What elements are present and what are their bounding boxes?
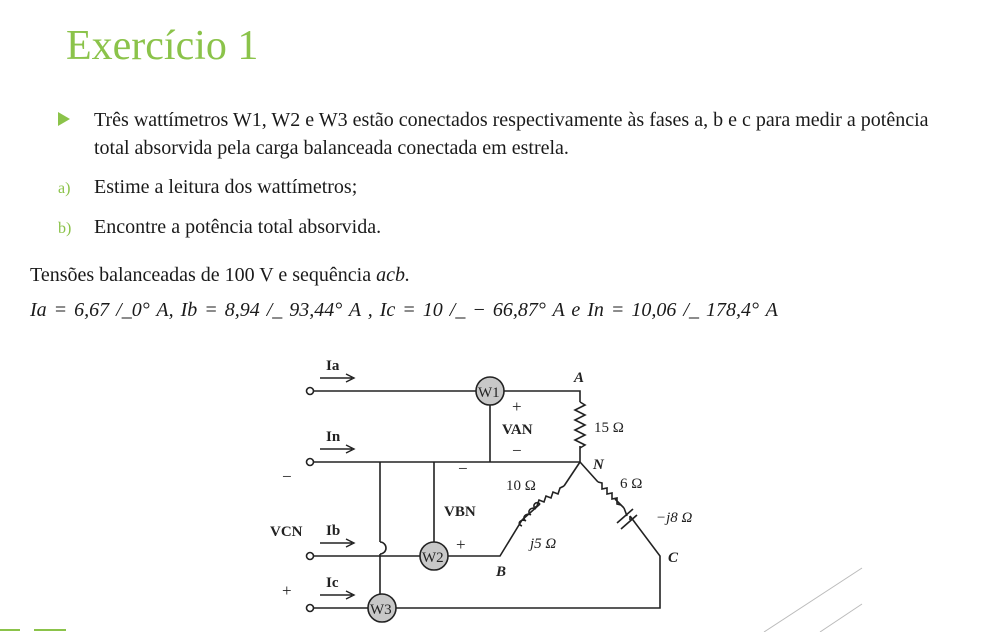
ia-label: Ia xyxy=(326,358,340,374)
list-item-label: b) xyxy=(58,220,72,237)
sequence-text: acb. xyxy=(376,264,410,286)
plus-sign: + xyxy=(282,581,292,600)
w2-label: W2 xyxy=(422,550,444,566)
list-item-label: a) xyxy=(58,180,71,197)
plus-sign: + xyxy=(456,535,466,554)
resistor-15-ohm xyxy=(575,402,585,448)
node-c-label: C xyxy=(668,550,679,566)
capacitor xyxy=(617,508,637,529)
r6-label: 6 Ω xyxy=(620,476,643,492)
ib-label: Ib xyxy=(326,523,341,539)
w1-label: W1 xyxy=(478,385,500,401)
node-n-label: N xyxy=(593,457,604,473)
w3-label: W3 xyxy=(370,602,392,618)
r10-label: 10 Ω xyxy=(506,478,536,494)
list-item-text: Estime a leitura dos wattímetros; xyxy=(94,176,358,198)
decorative-lines xyxy=(764,568,862,632)
current-arrows xyxy=(320,374,354,599)
terminals xyxy=(307,388,314,612)
vbn-label: VBN xyxy=(444,504,476,520)
node-b-label: B xyxy=(496,564,507,580)
ic-label: Ic xyxy=(326,575,339,591)
list-item-text: Encontre a potência total absorvida. xyxy=(94,216,382,238)
vcn-label: VCN xyxy=(270,524,303,540)
node-a-label: A xyxy=(574,370,585,386)
in-label: In xyxy=(326,429,341,445)
minus-sign: − xyxy=(458,459,468,478)
slide-title: Exercício 1 xyxy=(66,23,259,69)
voltage-text: Tensões balanceadas de 100 V e sequência xyxy=(30,264,377,286)
bullet-text: Três wattímetros W1, W2 e W3 estão conectados respectivamente às fases a, b e c para medir a potência total absorvida pela carga balanceada conectada em estrela. xyxy=(94,109,929,159)
ind-label: j5 Ω xyxy=(530,536,557,552)
minus-sign: − xyxy=(512,441,522,460)
van-label: VAN xyxy=(502,422,533,438)
current-equation: Ia = 6,67 /_0° A, Ib = 8,94 /_ 93,44° A , Ic = 10 /_ − 66,87° A e In = 10,06 /_ 178,4° A xyxy=(30,299,778,321)
cap-label: −j8 Ω xyxy=(656,510,693,526)
minus-sign: − xyxy=(282,467,292,486)
plus-sign: + xyxy=(512,397,522,416)
r15-label: 15 Ω xyxy=(594,420,624,436)
